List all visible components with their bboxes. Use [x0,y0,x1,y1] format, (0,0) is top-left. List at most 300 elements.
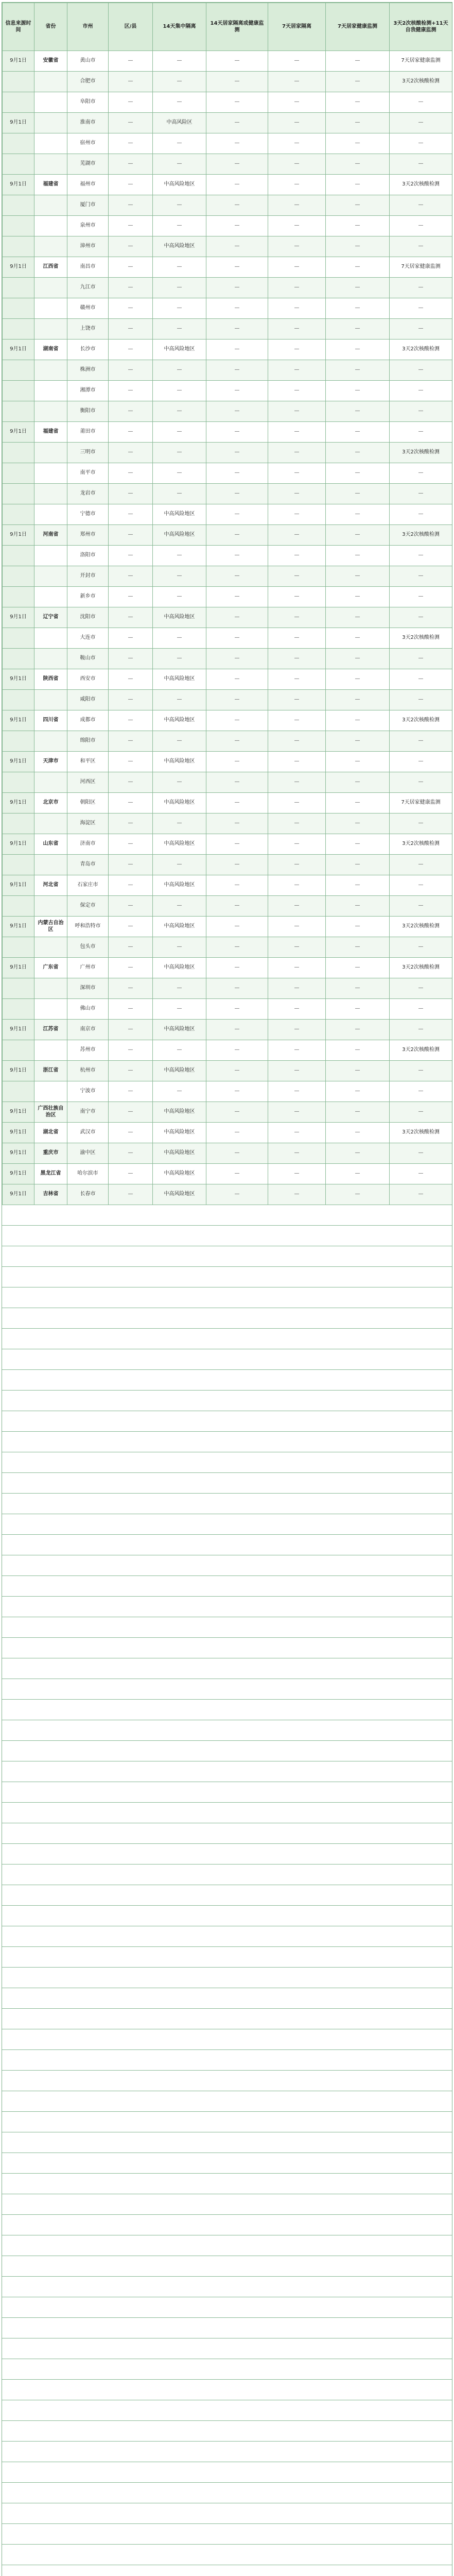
cell-col14central: 中高风险地区 [153,793,206,814]
cell-province: 陕西省 [34,669,67,690]
cell-city: 包头市 [67,937,109,958]
cell-col14home: — [206,51,268,72]
table-row [3,51,452,72]
cell-col14central: — [153,463,206,484]
cell-district: — [109,463,153,484]
cell-date [3,814,34,834]
cell-col7home: — [268,731,326,752]
table-row [3,896,452,917]
cell-col7home: — [268,587,326,607]
cell-col7monitor: — [326,72,390,92]
cell-col7monitor: — [326,587,390,607]
cell-col7home: — [268,360,326,381]
table-row [3,958,452,978]
cell-date: 9月1日 [3,1102,34,1123]
table-row [3,669,452,690]
cell-col7monitor: — [326,710,390,731]
cell-city: 西安市 [67,669,109,690]
cell-city: 新乡市 [67,587,109,607]
cell-district: — [109,72,153,92]
cell-col3day: — [390,1184,452,1205]
table-row [3,401,452,422]
cell-col14central: 中高风险地区 [153,958,206,978]
cell-col14home: — [206,731,268,752]
cell-col14home: — [206,1143,268,1164]
table-row [3,710,452,731]
cell-col14home: — [206,628,268,649]
cell-province: 北京市 [34,793,67,814]
cell-col3day: 3天2次核酸检测 [390,525,452,546]
table-row [3,175,452,195]
cell-col14home: — [206,896,268,917]
cell-col3day: — [390,298,452,319]
cell-city: 大连市 [67,628,109,649]
cell-col7monitor: — [326,298,390,319]
cell-col14home: — [206,154,268,175]
cell-col3day: — [390,133,452,154]
cell-city: 赣州市 [67,298,109,319]
cell-col7home: — [268,896,326,917]
cell-city: 保定市 [67,896,109,917]
cell-col7monitor: — [326,1143,390,1164]
cell-col3day: — [390,360,452,381]
cell-col14central: — [153,298,206,319]
cell-col7home: — [268,649,326,669]
cell-col14central: 中高风险地区 [153,607,206,628]
cell-col3day: — [390,855,452,875]
cell-col7monitor: — [326,690,390,710]
cell-district: — [109,443,153,463]
cell-col7monitor: — [326,1040,390,1061]
cell-col3day: 7天居家健康监测 [390,793,452,814]
table-row [3,1061,452,1081]
cell-col14home: — [206,401,268,422]
table-row [3,628,452,649]
cell-col7monitor: — [326,133,390,154]
cell-col7monitor: — [326,875,390,896]
cell-col7home: — [268,628,326,649]
cell-city: 佛山市 [67,999,109,1020]
cell-col7home: — [268,401,326,422]
cell-date [3,484,34,504]
cell-col14central: — [153,216,206,236]
cell-col7home: — [268,917,326,937]
cell-date [3,236,34,257]
cell-date: 9月1日 [3,875,34,896]
cell-province [34,484,67,504]
cell-district: — [109,298,153,319]
cell-col14home: — [206,690,268,710]
cell-col7monitor: — [326,360,390,381]
cell-city: 杭州市 [67,1061,109,1081]
cell-district: — [109,958,153,978]
cell-col3day: — [390,401,452,422]
cell-date [3,443,34,463]
cell-col7home: — [268,958,326,978]
cell-col14home: — [206,999,268,1020]
cell-district: — [109,999,153,1020]
cell-col3day: — [390,690,452,710]
cell-date: 9月1日 [3,257,34,278]
cell-district: — [109,1143,153,1164]
cell-col14home: — [206,381,268,401]
cell-col3day: — [390,504,452,525]
cell-col3day: — [390,752,452,772]
cell-city: 三明市 [67,443,109,463]
cell-col3day: 3天2次核酸检测 [390,628,452,649]
cell-col14central: — [153,566,206,587]
cell-col14home: — [206,360,268,381]
cell-col7monitor: — [326,195,390,216]
cell-province [34,1040,67,1061]
cell-district: — [109,133,153,154]
cell-date [3,772,34,793]
table-row [3,999,452,1020]
cell-province [34,628,67,649]
cell-col7home: — [268,216,326,236]
cell-col7monitor: — [326,958,390,978]
cell-col7monitor: — [326,978,390,999]
cell-city: 湘潭市 [67,381,109,401]
cell-col7monitor: — [326,1123,390,1143]
table-row [3,484,452,504]
cell-district: — [109,319,153,340]
cell-district: — [109,113,153,133]
cell-col7monitor: — [326,649,390,669]
cell-date [3,649,34,669]
table-header-row [3,3,452,51]
cell-col14central: — [153,999,206,1020]
cell-col14central: 中高风险地区 [153,1143,206,1164]
cell-date [3,1081,34,1102]
cell-col14home: — [206,236,268,257]
cell-col3day: 3天2次核酸检测 [390,710,452,731]
cell-col14home: — [206,1040,268,1061]
table-row [3,278,452,298]
cell-col14central: — [153,731,206,752]
cell-district: — [109,175,153,195]
cell-col7monitor: — [326,216,390,236]
cell-city: 海淀区 [67,814,109,834]
cell-district: — [109,649,153,669]
cell-col3day: 3天2次核酸检测 [390,834,452,855]
header-14day-home-quarantine: 14天居家隔离或健康监测 [206,3,268,51]
cell-district: — [109,937,153,958]
cell-province: 浙江省 [34,1061,67,1081]
cell-col14central: 中高风险区 [153,113,206,133]
cell-district: — [109,1061,153,1081]
cell-col14home: — [206,752,268,772]
cell-col3day: — [390,937,452,958]
cell-date [3,463,34,484]
cell-col7monitor: — [326,319,390,340]
cell-col7monitor: — [326,1061,390,1081]
cell-city: 宁德市 [67,504,109,525]
cell-col14home: — [206,525,268,546]
table-row [3,525,452,546]
cell-district: — [109,216,153,236]
cell-date [3,154,34,175]
cell-province: 天津市 [34,752,67,772]
cell-col7monitor: — [326,422,390,443]
cell-col7monitor: — [326,669,390,690]
cell-col7monitor: — [326,463,390,484]
cell-date: 9月1日 [3,710,34,731]
cell-city: 广州市 [67,958,109,978]
cell-col14home: — [206,669,268,690]
cell-province: 湖北省 [34,1123,67,1143]
cell-province [34,92,67,113]
cell-district: — [109,710,153,731]
header-date: 信息来源时间 [3,3,34,51]
cell-date: 9月1日 [3,834,34,855]
cell-col3day: — [390,1143,452,1164]
cell-col3day: — [390,999,452,1020]
table-row [3,566,452,587]
cell-col7monitor: — [326,1081,390,1102]
cell-col14home: — [206,175,268,195]
cell-city: 南平市 [67,463,109,484]
cell-city: 福州市 [67,175,109,195]
cell-col14central: 中高风险地区 [153,917,206,937]
cell-col14central: — [153,978,206,999]
travel-policy-table [2,3,452,1205]
cell-province: 内蒙古自治区 [34,917,67,937]
table-row [3,917,452,937]
table-row [3,360,452,381]
cell-col7monitor: — [326,937,390,958]
cell-col3day: — [390,649,452,669]
cell-province [34,319,67,340]
table-row [3,772,452,793]
cell-col7monitor: — [326,92,390,113]
cell-col7home: — [268,195,326,216]
cell-col7monitor: — [326,401,390,422]
cell-date: 9月1日 [3,1184,34,1205]
cell-col14home: — [206,463,268,484]
cell-col14central: 中高风险地区 [153,1164,206,1184]
cell-province: 重庆市 [34,1143,67,1164]
cell-col14home: — [206,855,268,875]
table-filler [2,1205,452,2576]
table-row [3,875,452,896]
cell-province [34,731,67,752]
cell-col7monitor: — [326,896,390,917]
cell-col14central: — [153,443,206,463]
cell-col7monitor: — [326,1020,390,1040]
cell-col7monitor: — [326,175,390,195]
cell-col7monitor: — [326,1184,390,1205]
cell-col14home: — [206,566,268,587]
cell-date: 9月1日 [3,958,34,978]
cell-city: 郑州市 [67,525,109,546]
cell-province [34,649,67,669]
cell-district: — [109,607,153,628]
cell-col7home: — [268,340,326,360]
cell-city: 济南市 [67,834,109,855]
cell-date [3,278,34,298]
cell-district: — [109,1164,153,1184]
cell-col7home: — [268,381,326,401]
cell-col14central: — [153,1081,206,1102]
cell-col14home: — [206,772,268,793]
cell-date [3,216,34,236]
cell-col7home: — [268,710,326,731]
cell-col14central: 中高风险地区 [153,834,206,855]
cell-date [3,401,34,422]
cell-col14central: — [153,772,206,793]
cell-province [34,443,67,463]
table-row [3,690,452,710]
cell-col7monitor: — [326,154,390,175]
cell-col3day: — [390,875,452,896]
table-row [3,381,452,401]
cell-district: — [109,814,153,834]
cell-city: 龙岩市 [67,484,109,504]
cell-col3day: 3天2次核酸检测 [390,1040,452,1061]
cell-district: — [109,525,153,546]
cell-city: 深圳市 [67,978,109,999]
table-row [3,216,452,236]
cell-col14home: — [206,133,268,154]
table-row [3,340,452,360]
cell-date [3,195,34,216]
cell-col14central: — [153,937,206,958]
cell-col14home: — [206,257,268,278]
cell-province [34,690,67,710]
cell-date: 9月1日 [3,669,34,690]
cell-col14home: — [206,1164,268,1184]
cell-district: — [109,154,153,175]
table-row [3,133,452,154]
cell-province [34,195,67,216]
table-row [3,443,452,463]
cell-city: 合肥市 [67,72,109,92]
cell-district: — [109,669,153,690]
table-row [3,1143,452,1164]
cell-col14home: — [206,195,268,216]
cell-col3day: — [390,772,452,793]
cell-city: 渝中区 [67,1143,109,1164]
cell-date [3,566,34,587]
cell-col14central: — [153,546,206,566]
cell-col7home: — [268,1081,326,1102]
header-city: 市州 [67,3,109,51]
cell-col7home: — [268,546,326,566]
cell-col14home: — [206,917,268,937]
cell-date [3,937,34,958]
cell-district: — [109,1102,153,1123]
cell-col3day: — [390,978,452,999]
cell-col14home: — [206,1102,268,1123]
cell-col14home: — [206,1123,268,1143]
header-province: 省份 [34,3,67,51]
cell-city: 青岛市 [67,855,109,875]
cell-col3day: 7天居家健康监测 [390,257,452,278]
cell-district: — [109,401,153,422]
cell-district: — [109,587,153,607]
cell-date: 9月1日 [3,1123,34,1143]
cell-col14central: 中高风险地区 [153,1102,206,1123]
cell-col14central: — [153,51,206,72]
cell-col14central: 中高风险地区 [153,525,206,546]
cell-province [34,855,67,875]
cell-col3day: — [390,236,452,257]
table-row [3,504,452,525]
cell-col7home: — [268,175,326,195]
cell-province: 福建省 [34,175,67,195]
cell-col7monitor: — [326,340,390,360]
table-row [3,814,452,834]
table-row [3,463,452,484]
cell-province: 江苏省 [34,1020,67,1040]
cell-col3day: — [390,113,452,133]
cell-col3day: — [390,1061,452,1081]
table-row [3,937,452,958]
table-row [3,978,452,999]
cell-col3day: — [390,731,452,752]
cell-col7monitor: — [326,814,390,834]
cell-date: 9月1日 [3,1164,34,1184]
cell-col7home: — [268,92,326,113]
cell-col14home: — [206,958,268,978]
cell-city: 鞍山市 [67,649,109,669]
table-body [3,51,452,1205]
cell-province [34,216,67,236]
cell-province [34,896,67,917]
table-row [3,113,452,133]
cell-col7monitor: — [326,546,390,566]
cell-col3day: — [390,1081,452,1102]
cell-col7home: — [268,1061,326,1081]
cell-district: — [109,504,153,525]
cell-col7monitor: — [326,113,390,133]
cell-province [34,978,67,999]
cell-col7home: — [268,937,326,958]
cell-col7home: — [268,1143,326,1164]
cell-col14central: — [153,1040,206,1061]
table-row [3,546,452,566]
cell-province [34,546,67,566]
table-row [3,834,452,855]
cell-district: — [109,1020,153,1040]
cell-col7home: — [268,51,326,72]
cell-col14central: 中高风险地区 [153,504,206,525]
cell-province [34,236,67,257]
table-row [3,236,452,257]
cell-province [34,278,67,298]
cell-province: 黑龙江省 [34,1164,67,1184]
cell-col14central: — [153,133,206,154]
cell-district: — [109,731,153,752]
cell-col7home: — [268,154,326,175]
policy-document [2,2,452,2576]
cell-col14home: — [206,834,268,855]
cell-col3day: — [390,422,452,443]
cell-col7monitor: — [326,834,390,855]
cell-date: 9月1日 [3,752,34,772]
cell-col7home: — [268,875,326,896]
cell-city: 长春市 [67,1184,109,1205]
cell-district: — [109,628,153,649]
cell-city: 漳州市 [67,236,109,257]
cell-district: — [109,381,153,401]
cell-province: 山东省 [34,834,67,855]
cell-col7monitor: — [326,772,390,793]
cell-date [3,360,34,381]
cell-col7home: — [268,257,326,278]
cell-city: 九江市 [67,278,109,298]
